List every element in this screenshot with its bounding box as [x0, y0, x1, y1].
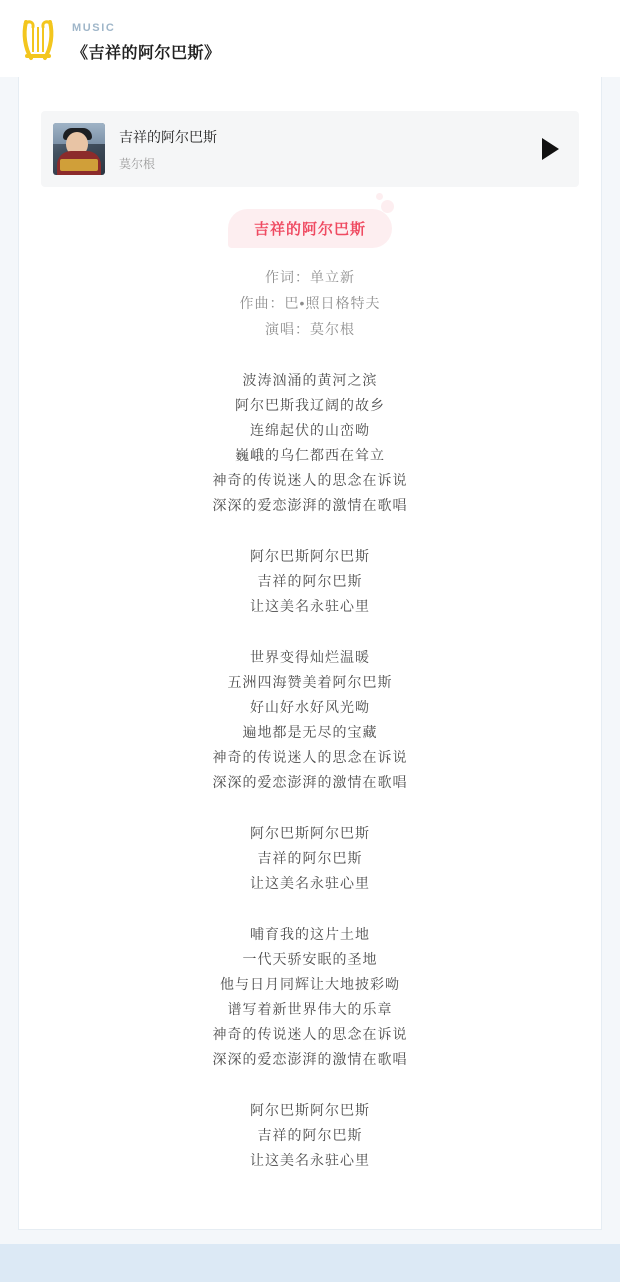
lyric-stanza — [41, 645, 579, 795]
lyric-line: 吉祥的阿尔巴斯 — [257, 573, 363, 589]
audio-player[interactable] — [41, 111, 579, 187]
lyric-line: 让这美名永驻心里 — [250, 1152, 370, 1168]
lyric-line: 阿尔巴斯阿尔巴斯 — [250, 1102, 370, 1118]
lyric-stanza — [41, 1098, 579, 1173]
album-cover — [53, 123, 105, 175]
play-button[interactable] — [539, 137, 561, 161]
lyre-icon — [20, 18, 58, 62]
footer-strip — [0, 1244, 620, 1282]
page-header — [0, 0, 620, 77]
lyric-line: 世界变得灿烂温暖 — [250, 649, 370, 665]
lyric-line: 波涛汹涌的黄河之滨 — [242, 372, 378, 388]
lyric-line: 神奇的传说迷人的思念在诉说 — [212, 472, 408, 488]
lyric-line: 五洲四海赞美着阿尔巴斯 — [227, 674, 393, 690]
lyric-stanza — [41, 544, 579, 619]
song-title-row — [41, 209, 579, 248]
lyric-line: 深深的爱恋澎湃的激情在歌唱 — [212, 497, 408, 513]
lyric-line: 巍峨的乌仁都西在耸立 — [235, 447, 385, 463]
page-title: 《吉祥的阿尔巴斯》 — [72, 45, 221, 62]
lyric-line: 深深的爱恋澎湃的激情在歌唱 — [212, 1051, 408, 1067]
lyric-line: 哺育我的这片土地 — [250, 926, 370, 942]
credit-line: 演唱：莫尔根 — [265, 321, 355, 337]
lyric-stanza — [41, 368, 579, 518]
track-title: 吉祥的阿尔巴斯 — [119, 128, 217, 145]
lyric-line: 深深的爱恋澎湃的激情在歌唱 — [212, 774, 408, 790]
header-text-group — [72, 18, 221, 63]
lyrics-block — [41, 368, 579, 1173]
lyric-line: 阿尔巴斯我辽阔的故乡 — [235, 397, 385, 413]
credit-line: 作词：单立新 — [265, 269, 355, 285]
lyric-line: 神奇的传说迷人的思念在诉说 — [212, 749, 408, 765]
header-kicker: MUSIC — [72, 22, 116, 34]
lyric-line: 阿尔巴斯阿尔巴斯 — [250, 825, 370, 841]
lyric-line: 让这美名永驻心里 — [250, 875, 370, 891]
lyric-line: 让这美名永驻心里 — [250, 598, 370, 614]
lyric-stanza — [41, 821, 579, 896]
credits-block — [41, 264, 579, 342]
lyric-line: 神奇的传说迷人的思念在诉说 — [212, 1026, 408, 1042]
content-card — [18, 77, 602, 1230]
lyric-line: 连绵起伏的山峦呦 — [250, 422, 370, 438]
lyric-line: 吉祥的阿尔巴斯 — [257, 850, 363, 866]
lyric-line: 阿尔巴斯阿尔巴斯 — [250, 548, 370, 564]
lyric-line: 遍地都是无尽的宝藏 — [242, 724, 378, 740]
lyric-line: 他与日月同辉让大地披彩呦 — [220, 976, 400, 992]
lyric-line: 一代天骄安眠的圣地 — [242, 951, 378, 967]
pill-dot-large — [381, 200, 394, 213]
lyric-line: 好山好水好风光呦 — [250, 699, 370, 715]
song-title-badge: 吉祥的阿尔巴斯 — [228, 209, 392, 248]
pill-dot-small — [376, 193, 383, 200]
play-triangle-icon — [542, 138, 559, 160]
lyric-line: 谱写着新世界伟大的乐章 — [227, 1001, 393, 1017]
track-artist: 莫尔根 — [119, 156, 156, 171]
lyric-stanza — [41, 922, 579, 1072]
lyric-line: 吉祥的阿尔巴斯 — [257, 1127, 363, 1143]
track-meta — [119, 127, 539, 172]
credit-line: 作曲：巴•照日格特夫 — [239, 295, 381, 311]
